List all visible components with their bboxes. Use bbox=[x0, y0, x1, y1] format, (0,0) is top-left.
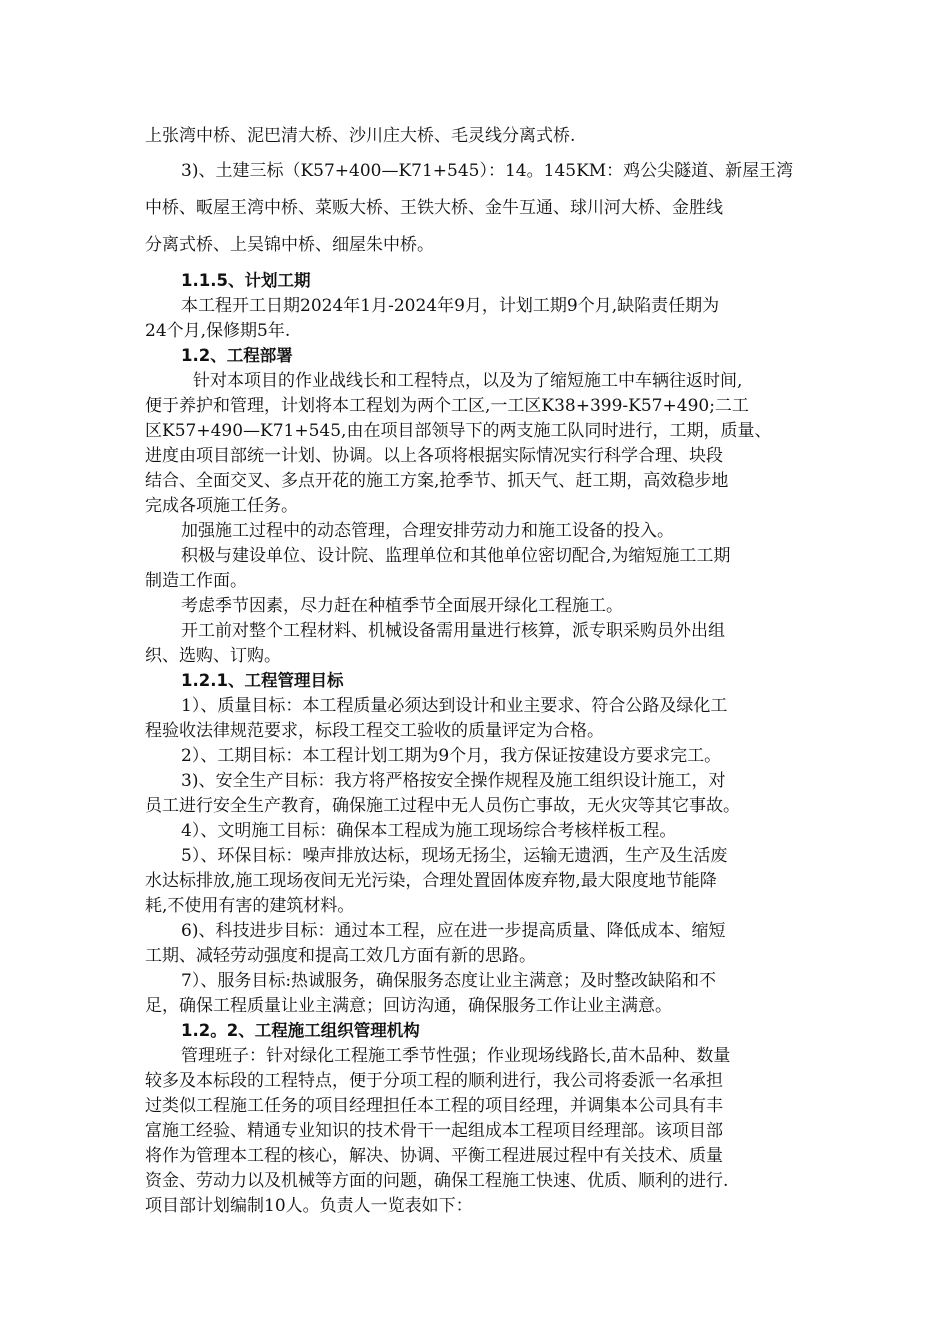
section-heading: 1.2.1、工程管理目标 bbox=[181, 671, 344, 690]
body-line: 结合、全面交叉、多点开花的施工方案,抢季节、抓天气、赶工期，高效稳步地 bbox=[145, 471, 729, 491]
body-line: 项目部计划编制10人。负责人一览表如下： bbox=[145, 1196, 473, 1216]
body-line: 开工前对整个工程材料、机械设备需用量进行核算，派专职采购员外出组 bbox=[181, 621, 725, 641]
body-line: 足，确保工程质量让业主满意；回访沟通，确保服务工作让业主满意。 bbox=[145, 996, 672, 1016]
body-line: 管理班子：针对绿化工程施工季节性强；作业现场线路长,苗木品种、数量 bbox=[181, 1046, 731, 1066]
body-line: 区K57+490—K71+545,由在项目部领导下的两支施工队同时进行，工期，质量、 bbox=[145, 421, 772, 441]
body-line: 1）、质量目标：本工程质量必须达到设计和业主要求、符合公路及绿化工 bbox=[181, 696, 728, 716]
body-line: 7）、服务目标:热诚服务，确保服务态度让业主满意；及时整改缺陷和不 bbox=[181, 971, 717, 991]
body-line: 将作为管理本工程的核心，解决、协调、平衡工程进展过程中有关技术、质量 bbox=[145, 1146, 723, 1166]
body-line: 便于养护和管理，计划将本工程划为两个工区,一工区K38+399-K57+490;二工 bbox=[145, 396, 749, 416]
section-heading: 1.2。2、工程施工组织管理机构 bbox=[181, 1021, 420, 1040]
body-line: 资金、劳动力以及机械等方面的问题，确保工程施工快速、优质、顺利的进行. bbox=[145, 1171, 729, 1191]
body-line: 本工程开工日期2024年1月-2024年9月，计划工期9个月,缺陷责任期为 bbox=[181, 296, 720, 316]
body-line: 6)、科技进步目标：通过本工程，应在进一步提高质量、降低成本、缩短 bbox=[181, 921, 726, 941]
body-line: 3)、安全生产目标：我方将严格按安全操作规程及施工组织设计施工，对 bbox=[181, 771, 726, 791]
body-line: 水达标排放,施工现场夜间无光污染，合理处置固体废弃物,最大限度地节能降 bbox=[145, 871, 717, 891]
body-line: 员工进行安全生产教育，确保施工过程中无人员伤亡事故，无火灾等其它事故。 bbox=[145, 796, 740, 816]
body-line: 分离式桥、上吴锦中桥、细屋朱中桥。 bbox=[145, 235, 434, 255]
body-line: 24个月,保修期5年. bbox=[145, 321, 291, 341]
body-line: 考虑季节因素，尽力赶在种植季节全面展开绿化工程施工。 bbox=[181, 596, 623, 616]
section-heading: 1.1.5、计划工期 bbox=[181, 271, 311, 290]
body-line: 制造工作面。 bbox=[145, 571, 247, 591]
body-line: 4）、文明施工目标：确保本工程成为施工现场综合考核样板工程。 bbox=[181, 821, 677, 841]
body-line: 2）、工期目标：本工程计划工期为9个月，我方保证按建设方要求完工。 bbox=[181, 746, 722, 766]
body-line: 加强施工过程中的动态管理，合理安排劳动力和施工设备的投入。 bbox=[181, 521, 674, 541]
body-line: 5）、环保目标：噪声排放达标，现场无扬尘，运输无遗洒，生产及生活废 bbox=[181, 846, 728, 866]
body-line: 工期、减轻劳动强度和提高工效几方面有新的思路。 bbox=[145, 946, 536, 966]
body-line: 过类似工程施工任务的项目经理担任本工程的项目经理，并调集本公司具有丰 bbox=[145, 1096, 723, 1116]
body-line: 较多及本标段的工程特点，便于分项工程的顺利进行，我公司将委派一名承担 bbox=[145, 1071, 723, 1091]
body-line: 富施工经验、精通专业知识的技术骨干一起组成本工程项目经理部。该项目部 bbox=[145, 1121, 723, 1141]
body-line: 中桥、畈屋王湾中桥、菜贩大桥、王铁大桥、金牛互通、球川河大桥、金胜线 bbox=[145, 198, 723, 218]
body-line: 完成各项施工任务。 bbox=[145, 496, 298, 516]
body-line: 耗,不使用有害的建筑材料。 bbox=[145, 896, 355, 916]
body-line: 积极与建设单位、设计院、监理单位和其他单位密切配合,为缩短施工工期 bbox=[181, 546, 731, 566]
section-heading: 1.2、工程部署 bbox=[181, 346, 293, 365]
body-line: 进度由项目部统一计划、协调。以上各项将根据实际情况实行科学合理、块段 bbox=[145, 446, 723, 466]
body-line: 织、选购、订购。 bbox=[145, 646, 281, 666]
body-line: 针对本项目的作业战线长和工程特点，以及为了缩短施工中车辆往返时间, bbox=[193, 371, 743, 391]
body-line: 上张湾中桥、泥巴清大桥、沙川庄大桥、毛灵线分离式桥. bbox=[145, 126, 576, 146]
body-line: 3)、土建三标（K57+400—K71+545）：14。145KM：鸡公尖隧道、新屋王湾 bbox=[181, 161, 794, 181]
body-line: 程验收法律规范要求，标段工程交工验收的质量评定为合格。 bbox=[145, 721, 604, 741]
